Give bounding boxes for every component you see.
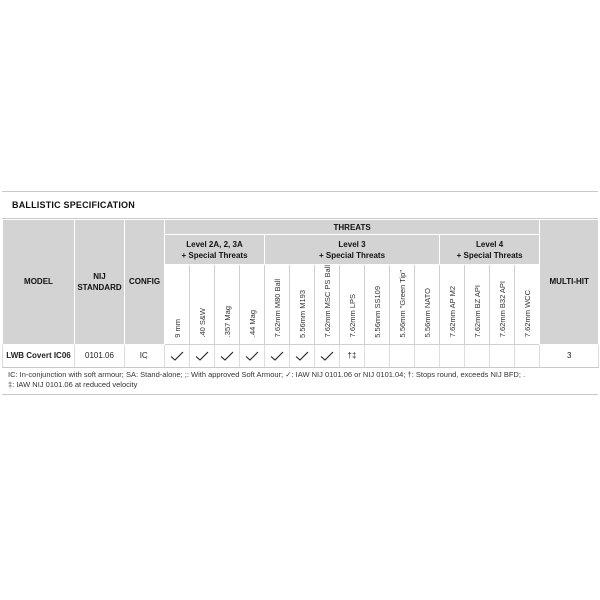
ammo-header: 5.56mm "Green Tip" — [390, 265, 415, 345]
check-icon — [270, 351, 284, 361]
ammo-header: 7.62mm B32 API — [490, 265, 515, 345]
ammo-header: 7.62mm AP M2 — [440, 265, 465, 345]
legend-line-1: IC: In-conjunction with soft armour; SA: Stand-alone; ;: With approved Soft Armour; ✓: IAW NIJ 0101.06 or NIJ 0101.04; †: Stops round, exceeds NIJ BFD; . — [8, 369, 526, 379]
ammo-header: .357 Mag — [215, 265, 240, 345]
ammo-header: .44 Mag — [240, 265, 265, 345]
ammo-header: 7.62mm M80 Ball — [265, 265, 290, 345]
legend-divider — [2, 390, 598, 395]
threat-result-cell — [190, 344, 215, 367]
threat-result-cell — [390, 344, 415, 367]
ammo-header: 5.56mm NATO — [415, 265, 440, 345]
config-mark: ̣ — [147, 351, 150, 361]
header-threats: THREATS — [165, 220, 540, 235]
threat-result-cell — [515, 344, 540, 367]
ammo-header: 7.62mm MSC PS Ball — [315, 265, 340, 345]
check-icon — [295, 351, 309, 361]
header-config: CONFIG — [125, 220, 165, 345]
table-row — [3, 344, 599, 367]
multi-hit-cell: 3 — [540, 344, 599, 367]
ballistic-table — [2, 219, 599, 368]
config-cell — [125, 344, 165, 367]
ammo-header: 5.56mm M193 — [290, 265, 315, 345]
level-sublabel: + Special Threats — [181, 250, 248, 260]
ammo-header: 9 mm — [165, 265, 190, 345]
header-nij-line2: STANDARD — [77, 282, 122, 292]
ammo-header: 7.62mm BZ API — [465, 265, 490, 345]
ammo-header: .40 S&W — [190, 265, 215, 345]
ammo-header: 5.56mm SS109 — [365, 265, 390, 345]
ammo-header: 7.62mm WCC — [515, 265, 540, 345]
threat-result-cell — [440, 344, 465, 367]
header-level-2a-3a — [165, 235, 265, 265]
level-label: Level 3 — [338, 239, 366, 249]
level-sublabel: + Special Threats — [318, 250, 386, 260]
threat-result-cell — [490, 344, 515, 367]
section-title: BALLISTIC SPECIFICATION — [2, 191, 598, 219]
legend-line-2: ‡: IAW NIJ 0101.06 at reduced velocity — [8, 379, 138, 389]
threat-result-cell — [265, 344, 290, 367]
check-icon — [320, 351, 334, 361]
header-level-4 — [440, 235, 540, 265]
legend — [2, 368, 598, 390]
threat-result-cell — [215, 344, 240, 367]
level-label: Level 2A, 2, 3A — [186, 239, 243, 249]
model-cell: LWB Covert IC06 — [3, 344, 75, 367]
ballistic-spec-panel — [2, 191, 598, 395]
threat-result-cell — [290, 344, 315, 367]
header-nij-line1: NIJ — [93, 271, 106, 281]
check-icon — [245, 351, 259, 361]
check-icon — [220, 351, 234, 361]
threat-mark: †‡ — [347, 351, 357, 361]
header-nij-standard — [75, 220, 125, 345]
nij-standard-cell: 0101.06 — [75, 344, 125, 367]
threat-result-cell — [315, 344, 340, 367]
config-value: IC — [139, 351, 148, 361]
ammo-header: 7.62mm LPS — [340, 265, 365, 345]
threat-result-cell — [465, 344, 490, 367]
check-icon — [195, 351, 209, 361]
level-sublabel: + Special Threats — [456, 250, 523, 260]
check-icon — [170, 351, 184, 361]
level-label: Level 4 — [476, 239, 504, 249]
threat-result-cell — [365, 344, 390, 367]
threat-result-cell — [415, 344, 440, 367]
threat-result-cell — [240, 344, 265, 367]
header-multi-hit: MULTI-HIT — [540, 220, 599, 345]
threat-result-cell — [340, 344, 365, 367]
header-level-3 — [265, 235, 440, 265]
header-model: MODEL — [3, 220, 75, 345]
threat-result-cell — [165, 344, 190, 367]
